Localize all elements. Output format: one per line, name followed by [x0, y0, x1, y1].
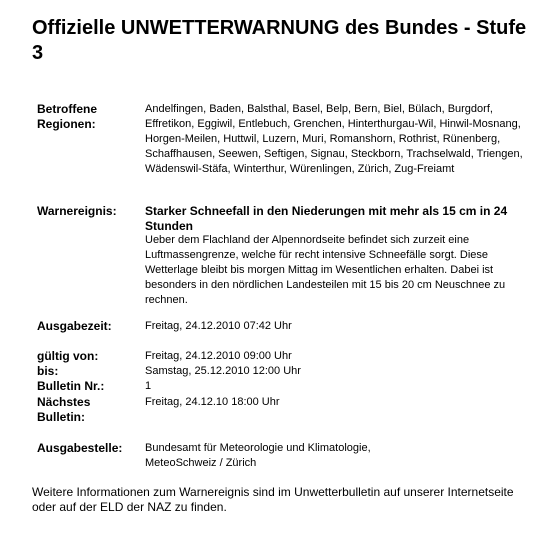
valid-to-label: bis: — [37, 364, 59, 378]
bulletin-no-value: 1 — [145, 380, 152, 392]
issuer-line1: Bundesamt für Meteorologie und Klimatologie, — [145, 442, 371, 454]
issuer-label: Ausgabestelle: — [37, 441, 123, 455]
bulletin-no-label: Bulletin Nr.: — [37, 379, 105, 393]
next-bulletin-label: Nächstes Bulletin: — [37, 395, 91, 424]
issuer-line2: MeteoSchweiz / Zürich — [145, 457, 257, 469]
event-description: Ueber dem Flachland der Alpennordseite befindet sich zurzeit eine Luftmassengrenze, welche für recht intensive Schneefälle sorgt. Diese Wetterlage bleibt bis morgen Mittag im Wesentlichen erhalten. Dabei ist besonders in den nördlichen Landesteilen mit 15 bis 20 cm Neuschnee zu rechnen. — [145, 234, 506, 306]
regions-label: Betroffene Regionen: — [37, 102, 98, 131]
footer-note: Weitere Informationen zum Warnereignis sind im Unwetterbulletin auf unserer Internetseite oder auf der ELD der NAZ zu finden. — [32, 485, 514, 514]
event-headline: Starker Schneefall in den Niederungen mit mehr als 15 cm in 24 Stunden — [145, 204, 508, 233]
issued-label: Ausgabezeit: — [37, 319, 112, 333]
event-label: Warnereignis: — [37, 204, 117, 218]
page-title: Offizielle UNWETTERWARNUNG des Bundes - Stufe 3 — [32, 17, 527, 64]
valid-from-value: Freitag, 24.12.2010 09:00 Uhr — [145, 350, 292, 362]
valid-from-label: gültig von: — [37, 349, 99, 363]
valid-to-value: Samstag, 25.12.2010 12:00 Uhr — [145, 365, 301, 377]
issued-value: Freitag, 24.12.2010 07:42 Uhr — [145, 320, 292, 332]
regions-value: Andelfingen, Baden, Balsthal, Basel, Belp, Bern, Biel, Bülach, Burgdorf, Effretikon, Eggiwil, Entlebuch, Grenchen, Hinterthurgau-Wil, Hinwil-Mosnang, Horgen-Meilen, Huttwil, Luzern, Muri, Romanshorn, Rothrist, Rünenberg, Schaffhausen, Seewen, Seftigen, Signau, Steckborn, Trachselwald, Triengen, Wädenswil-Stäfa, Winterthur, Würenlingen, Zürich, Zug-Freiamt — [145, 103, 523, 175]
next-bulletin-value: Freitag, 24.12.10 18:00 Uhr — [145, 396, 280, 408]
